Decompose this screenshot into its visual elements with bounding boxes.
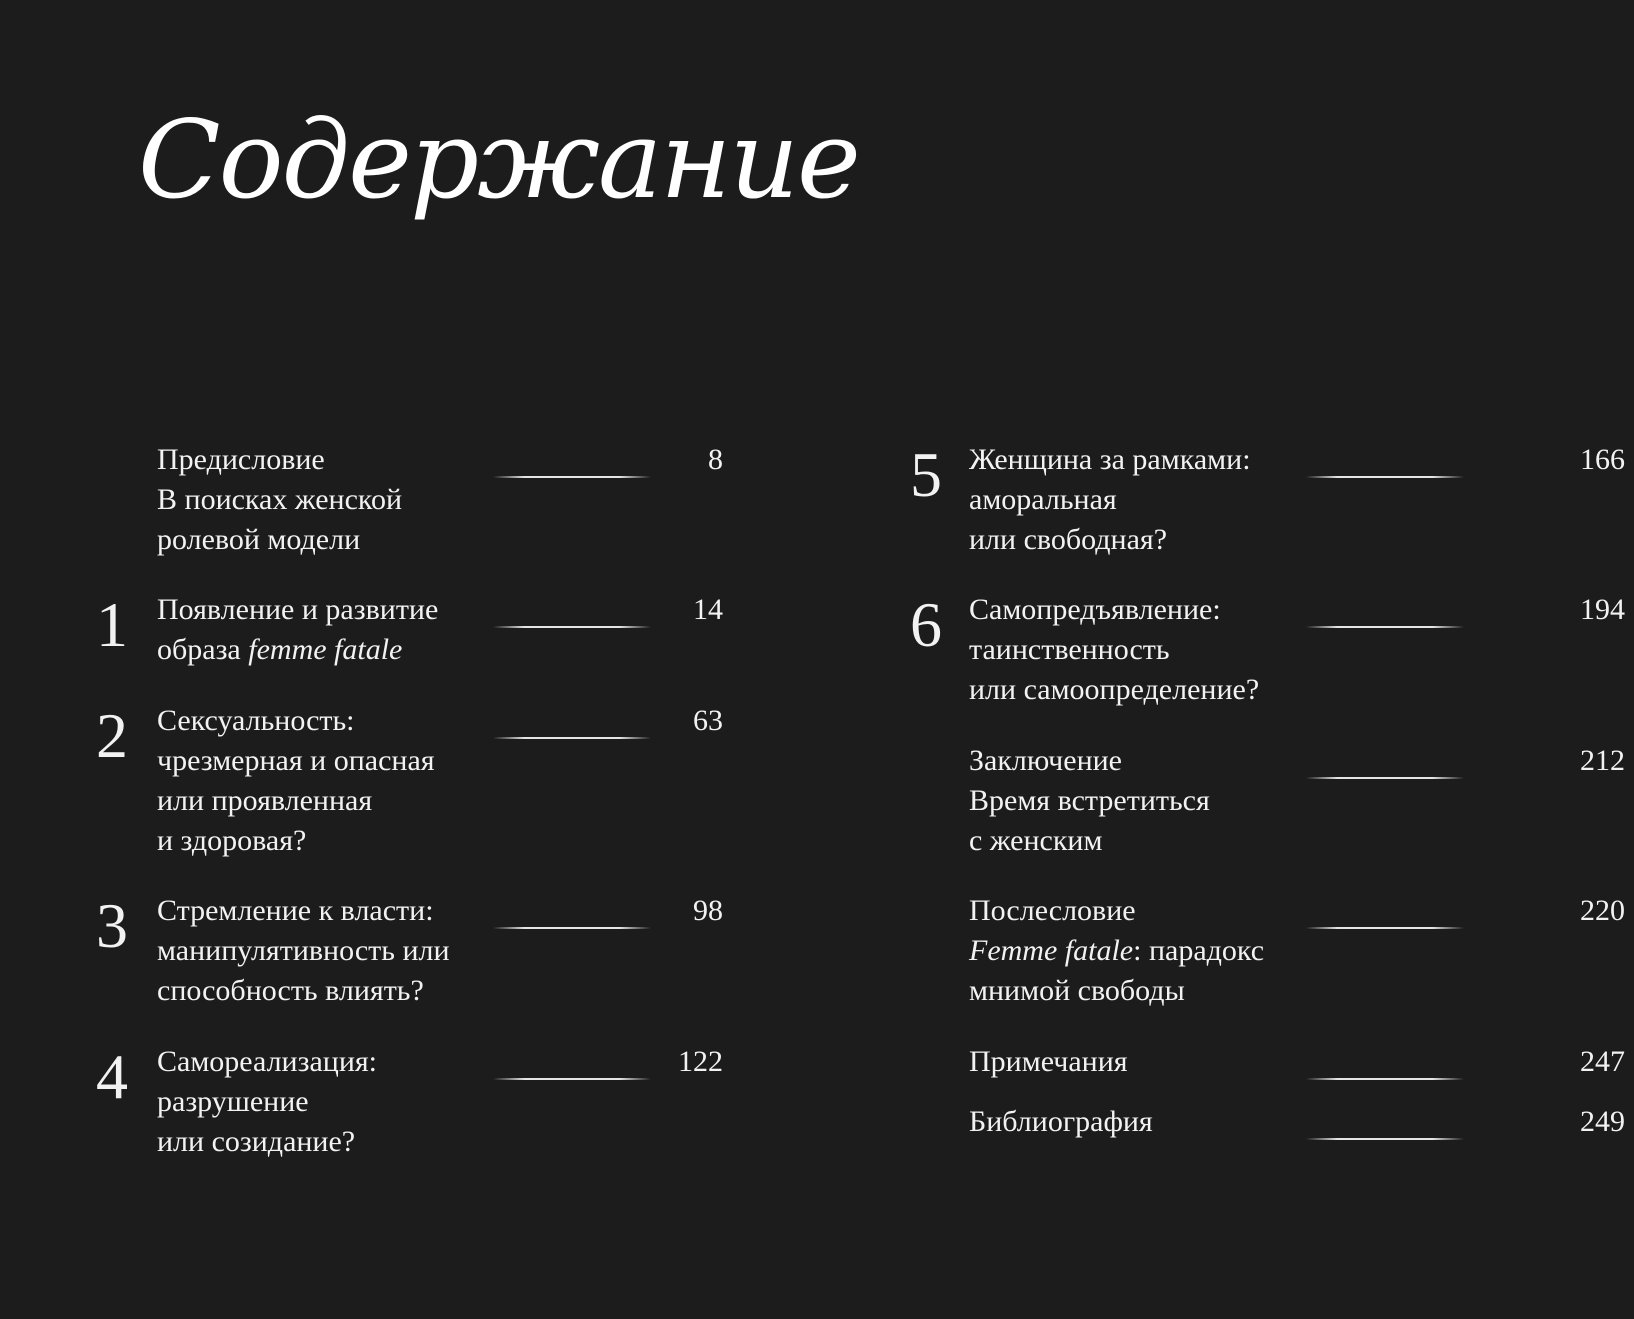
page-number: 14: [693, 593, 723, 626]
chapter-number: 3: [96, 890, 128, 961]
page-number: 194: [1580, 593, 1625, 626]
chapter-number: 5: [910, 439, 942, 510]
chapter-number: 6: [910, 589, 942, 660]
toc-entry-title: Послесловие Femme fatale: парадокс мнимой свободы: [969, 894, 1265, 1007]
leader-rule: [1306, 927, 1464, 929]
toc-entry-title: Самореализация: разрушение или созидание?: [157, 1045, 378, 1158]
toc-entry-title: Предисловие В поисках женской ролевой модели: [157, 443, 402, 556]
leader-rule: [1306, 777, 1464, 779]
toc-entry-title: Женщина за рамками: аморальная или свободная?: [969, 443, 1251, 556]
toc-entry-title: Сексуальность: чрезмерная и опасная или проявленная и здоровая?: [157, 704, 435, 857]
page-number: 8: [708, 443, 723, 476]
page-number: 247: [1580, 1045, 1625, 1078]
chapter-number: 1: [96, 589, 128, 660]
page-number: 166: [1580, 443, 1625, 476]
leader-rule: [1306, 1138, 1464, 1140]
leader-rule: [493, 626, 651, 628]
toc-entry-title: Появление и развитие образа femme fatale: [157, 593, 439, 666]
leader-rule: [1306, 476, 1464, 478]
toc-entry-title: Стремление к власти: манипулятивность или способность влиять?: [157, 894, 450, 1007]
page-number: 98: [693, 894, 723, 927]
leader-rule: [493, 476, 651, 478]
page-title: Содержание: [138, 98, 859, 223]
page-number: 220: [1580, 894, 1625, 927]
leader-rule: [493, 1078, 651, 1080]
leader-rule: [493, 927, 651, 929]
leader-rule: [1306, 626, 1464, 628]
toc-entry-title: Заключение Время встретиться с женским: [969, 744, 1210, 857]
chapter-number: 2: [96, 700, 128, 771]
page-number: 63: [693, 704, 723, 737]
chapter-number: 4: [96, 1041, 128, 1112]
leader-rule: [493, 737, 651, 739]
page-number: 249: [1580, 1105, 1625, 1138]
leader-rule: [1306, 1078, 1464, 1080]
toc-entry-title: Самопредъявление: таинственность или самоопределение?: [969, 593, 1260, 706]
page-number: 122: [678, 1045, 723, 1078]
toc-entry-title: Примечания: [969, 1045, 1128, 1078]
toc-entry-title: Библиография: [969, 1105, 1153, 1138]
page-number: 212: [1580, 744, 1625, 777]
